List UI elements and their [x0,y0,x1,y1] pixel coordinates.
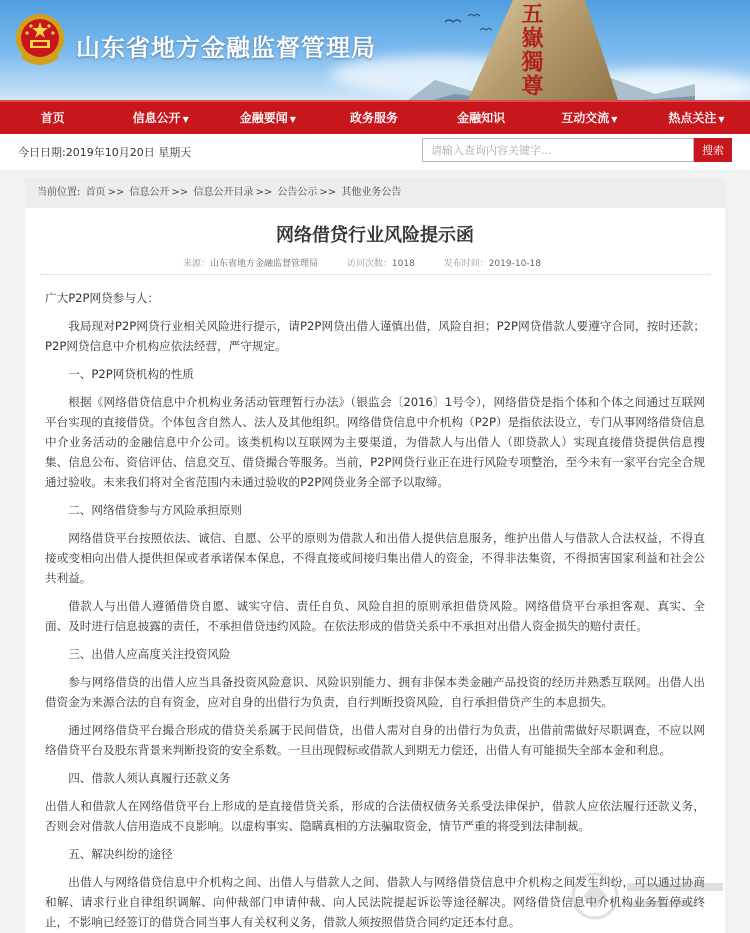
nav-item-home[interactable] [0,102,107,134]
search-input[interactable] [422,138,694,162]
nav-item-finance-knowledge[interactable] [429,102,536,134]
paragraph: 网络借贷平台按照依法、诚信、自愿、公平的原则为借款人和出借人提供信息服务，维护出借人与借款人合法权益，不得直接或变相向出借人提供担保或者承诺保本保息，不得直接或间接归集出借人的资金，不得非法集资，不得损害国家利益和社会公共利益。 [45,531,705,585]
section-heading: 四、借款人须认真履行还款义务 [68,771,231,785]
watermark-graphic [565,861,735,931]
site-title: 山东省地方金融监督管理局 [76,34,376,62]
greeting: 广大P2P网贷参与人： [45,291,160,305]
nav-item-gov-services[interactable] [321,102,428,134]
date-label: 发布时间： [443,259,489,269]
breadcrumb-separator: >> [255,187,273,198]
paragraph: 参与网络借贷的出借人应当具备投资风险意识、风险识别能力、拥有非保本类金融产品投资的经历并熟悉互联网。出借人出借资金为来源合法的自有资金，应对自身的出借行为负责，自行判断投资风险，自行承担借贷产生的本息损失。 [45,675,705,709]
section-heading: 二、网络借贷参与方风险承担原则 [68,503,243,517]
article-card [25,178,725,933]
birds-decoration [440,10,500,40]
date-value: 2019-10-18 [488,259,542,269]
today-date: 今日日期:2019年10月20日 星期天 [18,146,192,159]
caret-down-icon: ▼ [718,115,725,124]
nav-item-interaction[interactable] [536,102,643,134]
stone-inscription: 五嶽獨尊 [518,2,544,98]
paragraph: 出借人与网络借贷信息中介机构之间、出借人与借款人之间、借款人与网络借贷信息中介机构之间发生纠纷，可以通过协商和解、请求行业自律组织调解、向仲裁部门申请仲裁、向人民法院提起诉讼等途径解决。网络借贷信息中介机构业务暂停或终止，不影响已经签订的借贷合同当事人有关权利义务，借款人须按照借贷合同约定还本付息。 [45,875,705,929]
caret-down-icon: ▼ [182,115,189,124]
paragraph: 根据《网络借贷信息中介机构业务活动管理暂行办法》（银监会〔2016〕1号令），网络借贷是指个体和个体之间通过互联网平台实现的直接借贷。个体包含自然人、法人及其他组织。网络借贷信息中介机构（P2P）是指依法设立，专门从事网络借贷信息中介业务活动的金融信息中介公司。该类机构以互联网为主要渠道，为借款人与出借人（即贷款人）实现直接借贷提供信息搜集、信息公布、资信评估、信息交互、借贷撮合等服务。当前，P2P网贷行业正在进行风险专项整治，至今未有一家平台完全合规通过验收。未来我们将对全省范围内未通过验收的P2P网贷业务全部予以取缔。 [45,395,705,489]
nav-item-finance-news[interactable] [214,102,321,134]
breadcrumb-link-info-catalog[interactable]: 信息公开目录 [193,187,254,198]
nav-label: 热点关注 [668,111,717,125]
header-banner [0,0,750,100]
paragraph: 通过网络借贷平台撮合形成的借贷关系属于民间借贷，出借人需对自身的出借行为负责，出借前需做好尽职调查，不应以网络借贷平台及股东背景来判断投资的安全系数。一旦出现假标或借款人到期无力偿还，出借人有可能损失全部本金和利息。 [45,723,705,757]
caret-down-icon: ▼ [289,115,296,124]
breadcrumb-separator: >> [107,187,125,198]
article-meta [25,256,725,269]
content-area [0,170,750,933]
source-label: 来源： [182,259,210,269]
nav-label: 政务服务 [349,111,398,125]
section-heading: 三、出借人应高度关注投资风险 [68,647,231,661]
breadcrumb [25,178,725,208]
search-button[interactable]: 搜索 [694,138,732,162]
breadcrumb-link-home[interactable]: 首页 [85,187,106,198]
section-heading: 一、P2P网贷机构的性质 [68,367,194,381]
toolbar-row [0,134,750,170]
nav-label: 互动交流 [561,111,610,125]
nav-label: 首页 [40,111,65,125]
main-nav [0,100,750,134]
breadcrumb-separator: >> [171,187,189,198]
nav-label: 信息公开 [132,111,181,125]
breadcrumb-separator: >> [319,187,337,198]
nav-label: 金融要闻 [239,111,288,125]
paragraph: 出借人和借款人在网络借贷平台上形成的是直接借贷关系，形成的合法债权债务关系受法律保护，借款人应依法履行还款义务，否则会对借款人信用造成不良影响。以虚构事实、隐瞒真相的方法骗取资金，情节严重的将受到法律制裁。 [45,799,705,833]
views-label: 访问次数： [346,259,392,269]
breadcrumb-prefix: 当前位置: [37,187,81,198]
article-body [45,288,705,933]
views-value: 1018 [391,259,415,269]
section-heading: 五、解决纠纷的途径 [68,847,173,861]
page-title: 网络借贷行业风险提示函 [276,225,474,246]
nav-label: 金融知识 [457,111,506,125]
paragraph: 我局现对P2P网贷行业相关风险进行提示，请P2P网贷出借人谨慎出借，风险自担；P2P网贷借款人要遵守合同，按时还款；P2P网贷信息中介机构应依法经营，严守规定。 [45,319,705,353]
caret-down-icon: ▼ [611,115,618,124]
national-emblem-icon [14,12,66,68]
breadcrumb-link-info-disclosure[interactable]: 信息公开 [129,187,170,198]
nav-item-info-disclosure[interactable] [107,102,214,134]
paragraph: 借款人与出借人遵循借贷自愿、诚实守信、责任自负、风险自担的原则承担借贷风险。网络借贷平台承担客观、真实、全面、及时进行信息披露的责任，不承担借贷违约风险。在依法形成的借贷关系中不承担对出借人资金损失的赔付责任。 [45,599,705,633]
breadcrumb-link-other-notices[interactable]: 其他业务公告 [341,187,402,198]
source-value: 山东省地方金融监督管理局 [210,259,319,269]
divider [40,274,710,275]
breadcrumb-link-announcements[interactable]: 公告公示 [277,187,318,198]
nav-item-hot-topics[interactable] [643,102,750,134]
